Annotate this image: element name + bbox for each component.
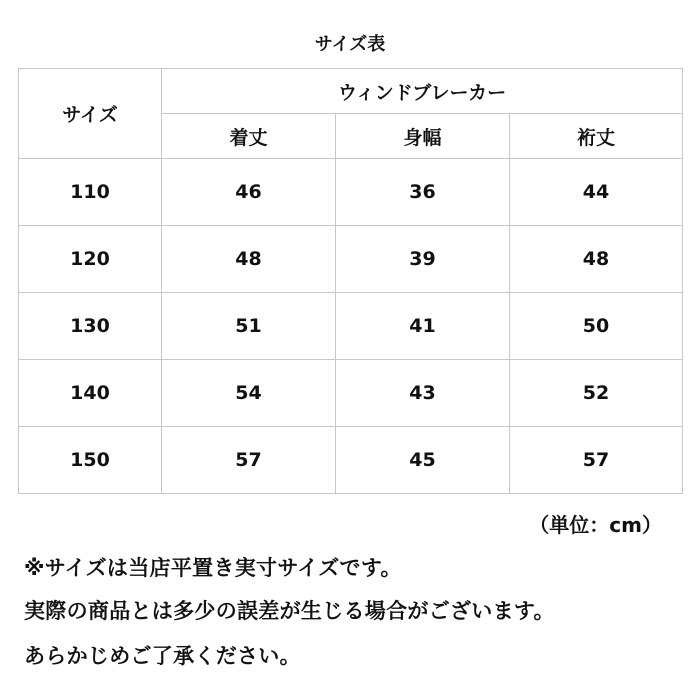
value-cell: 43 bbox=[336, 360, 510, 427]
unit-label: （単位：cm） bbox=[529, 513, 662, 537]
page-title: サイズ表 bbox=[314, 34, 386, 55]
value-cell: 36 bbox=[336, 159, 510, 226]
value-cell: 45 bbox=[336, 427, 510, 494]
note-line-3: あらかじめご了承ください。 bbox=[24, 644, 301, 668]
size-cell: 120 bbox=[19, 226, 162, 293]
table-row bbox=[19, 360, 683, 427]
value-cell: 48 bbox=[510, 226, 683, 293]
size-cell: 150 bbox=[19, 427, 162, 494]
value-cell: 52 bbox=[510, 360, 683, 427]
value-cell: 41 bbox=[336, 293, 510, 360]
value-cell: 51 bbox=[162, 293, 336, 360]
value-cell: 44 bbox=[510, 159, 683, 226]
product-header: ウィンドブレーカー bbox=[162, 69, 683, 114]
value-cell: 46 bbox=[162, 159, 336, 226]
column-header-length: 着丈 bbox=[162, 114, 336, 159]
table-row bbox=[19, 159, 683, 226]
note-line-1: ※サイズは当店平置き実寸サイズです。 bbox=[24, 556, 402, 580]
column-header-width: 身幅 bbox=[336, 114, 510, 159]
table-row bbox=[19, 293, 683, 360]
value-cell: 57 bbox=[510, 427, 683, 494]
size-header: サイズ bbox=[19, 69, 162, 159]
value-cell: 39 bbox=[336, 226, 510, 293]
table-row bbox=[19, 226, 683, 293]
size-table bbox=[18, 68, 683, 494]
value-cell: 54 bbox=[162, 360, 336, 427]
value-cell: 50 bbox=[510, 293, 683, 360]
table-header-row bbox=[19, 69, 683, 114]
size-cell: 130 bbox=[19, 293, 162, 360]
table-row bbox=[19, 427, 683, 494]
size-cell: 110 bbox=[19, 159, 162, 226]
note-line-2: 実際の商品とは多少の誤差が生じる場合がございます。 bbox=[24, 599, 555, 623]
value-cell: 57 bbox=[162, 427, 336, 494]
size-cell: 140 bbox=[19, 360, 162, 427]
value-cell: 48 bbox=[162, 226, 336, 293]
column-header-sleeve: 裄丈 bbox=[510, 114, 683, 159]
